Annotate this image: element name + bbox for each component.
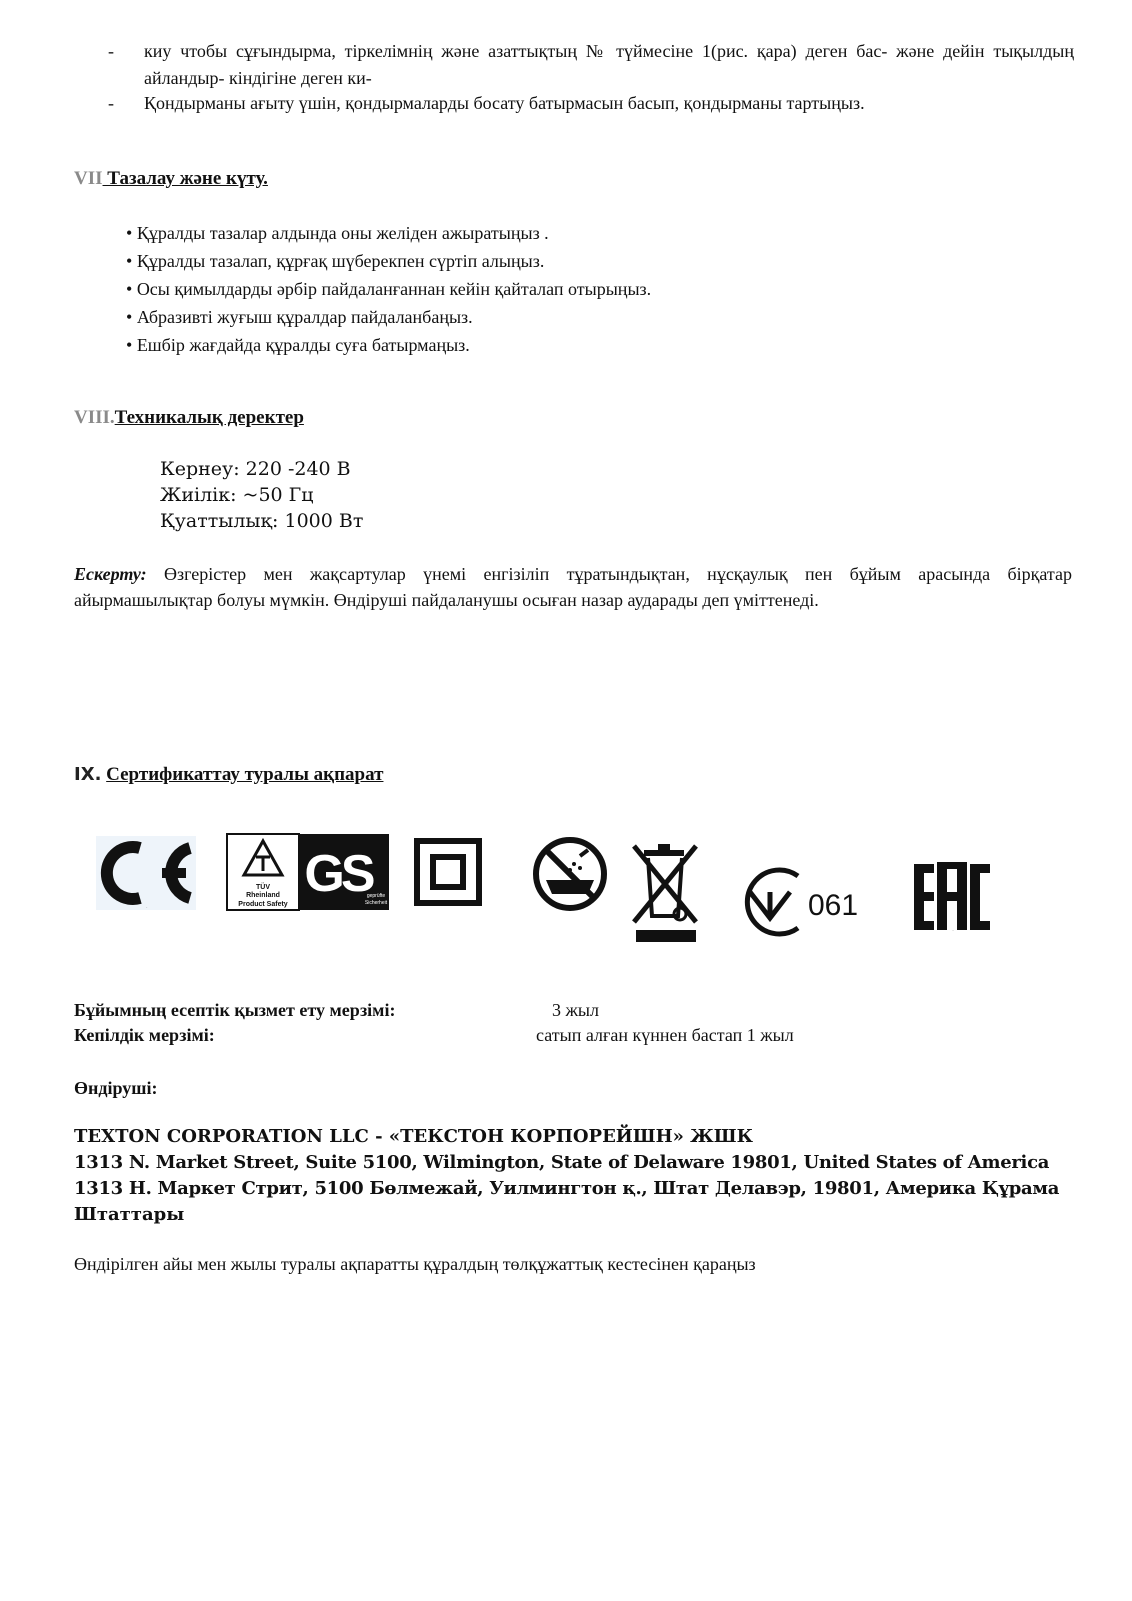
section-number: IX.: [74, 764, 102, 785]
svg-text:GS: GS: [304, 845, 372, 903]
dash-marker: -: [108, 93, 114, 113]
svg-text:Sicherheit: Sicherheit: [364, 900, 388, 906]
section-7-heading: [74, 168, 268, 190]
svg-text:Rheinland: Rheinland: [246, 892, 280, 899]
intro-item-2: [108, 90, 1108, 118]
svg-text:CE: CE: [146, 908, 148, 909]
address-kk-cont: Штаттары: [74, 1204, 185, 1225]
svg-text:EAC: EAC: [952, 931, 954, 932]
tuv-gs-mark-icon: [226, 833, 390, 911]
spec-frequency: Жиілік: ~50 Гц: [160, 484, 314, 506]
section-title: Техникалық деректер: [114, 407, 304, 428]
svg-text:geprüfte: geprüfte: [366, 893, 386, 899]
list-item: • Абразивті жуғыш құралдар пайдаланбаңыз.: [126, 307, 473, 327]
service-life-label: Бұйымның есептік қызмет ету мерзімі:: [74, 1000, 396, 1020]
service-life-value: 3 жыл: [552, 1000, 600, 1020]
warranty-value: сатып алған күннен бастап 1 жыл: [536, 1025, 794, 1045]
address-en: 1313 N. Market Street, Suite 5100, Wilmington, State of Delaware 19801, United States of America: [74, 1152, 1050, 1173]
section-title: Сертификаттау туралы ақпарат: [106, 764, 384, 785]
no-bath-icon: [530, 836, 610, 912]
ce-mark-icon: [96, 836, 196, 910]
intro-item-text: Қондырманы ағыту үшін, қондырмаларды босату батырмасын басып, қондырманы тартыңыз.: [144, 93, 865, 113]
spec-list: [160, 456, 363, 534]
note-label: Ескерту:: [74, 564, 147, 584]
manufacturer-block: [74, 1124, 1074, 1228]
intro-item-text: киу чтобы сұғындырма, тіркелімнің және азаттықтың № түймесіне 1(рис. қара) деген бас- және дейін тықылдың айландыр- кіндігіне деген ки-: [144, 41, 1074, 88]
manufacturer-label: Өндіруші:: [74, 1078, 158, 1098]
list-item: • Құралды тазалар алдында оны желіден ажыратыңыз .: [126, 223, 549, 243]
section-number: VIII.: [74, 407, 115, 428]
note-paragraph: [74, 561, 1072, 613]
cleaning-list: [126, 219, 651, 359]
svg-text:TÜV: TÜV: [256, 884, 270, 891]
section-9-heading: [74, 764, 383, 786]
section-number: VII: [74, 168, 103, 189]
company-name: TEXTON CORPORATION LLC - «ТЕКСТОН КОРПОРЕЙШН» ЖШК: [74, 1126, 753, 1147]
note-text: Өзгерістер мен жақсартулар үнемі енгізіліп тұратындықтан, нұсқаулық пен бұйым арасында бірқатар айырмашылықтар болуы мүмкін. Өндіруші пайдаланушы осыған назар аударады деп үміттенеді.: [74, 564, 1072, 610]
spec-voltage: Кернеу: 220 -240 В: [160, 458, 351, 480]
double-insulation-icon: [414, 838, 482, 906]
eac-mark-icon: [912, 862, 994, 932]
list-item: • Ешбір жағдайда құралды суға батырмаңыз.: [126, 335, 470, 355]
list-item: • Құралды тазалап, құрғақ шүберекпен сүртіп алыңыз.: [126, 251, 545, 271]
intro-item-1: [108, 38, 1108, 98]
dash-marker: -: [108, 41, 114, 61]
list-item: • Осы қимылдарды әрбір пайдаланғаннан кейін қайталап отырыңыз.: [126, 279, 652, 299]
warranty-label: Кепілдік мерзімі:: [74, 1025, 215, 1045]
section-title: Тазалау және күту.: [102, 168, 268, 189]
ua-conformity-mark-icon: [736, 862, 872, 942]
svg-text:Product Safety: Product Safety: [238, 901, 288, 908]
svg-text:061: 061: [808, 889, 859, 922]
production-date-note: Өндірілген айы мен жылы туралы ақпаратты құралдың төлқұжаттық кестесінен қараңыз: [74, 1254, 756, 1274]
section-8-heading: [74, 407, 304, 429]
address-kk: 1313 Н. Маркет Стрит, 5100 Бөлмежай, Уилмингтон қ., Штат Делавэр, 19801, Америка Құрама: [74, 1178, 1060, 1199]
weee-bin-icon: [630, 836, 702, 944]
spec-power: Қуаттылық: 1000 Вт: [160, 510, 364, 532]
